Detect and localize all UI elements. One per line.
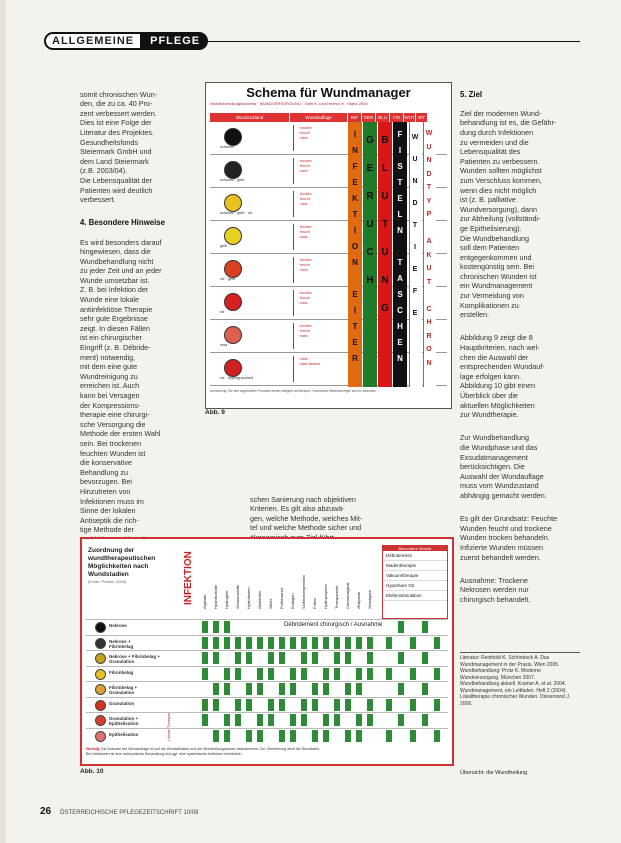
therapy-cell xyxy=(268,652,274,664)
page-footer xyxy=(40,806,199,817)
special-wound-item: Hyperbare O2 xyxy=(383,581,447,591)
therapy-cell xyxy=(268,714,274,726)
therapy-cell xyxy=(279,683,285,695)
therapy-cell xyxy=(334,668,340,680)
figure-10-footer-text-2: Bei Infektionen ist eine antiseptische Behandlung und ggf. eine systemische Antibiose erforderlich. xyxy=(86,752,243,756)
wound-color-swatch xyxy=(224,194,242,212)
wound-condition: · trocken · feucht · nass xyxy=(298,258,312,272)
therapy-cell xyxy=(235,714,241,726)
figure-9-header-cell: Wundzustand xyxy=(210,113,290,122)
therapy-cell xyxy=(279,699,285,711)
therapy-column-label: Silber xyxy=(268,598,273,609)
therapy-cell xyxy=(224,637,230,649)
therapy-column-label: Schaumstoffe xyxy=(235,584,240,609)
figure-9-header-cell: WUT xyxy=(404,115,415,120)
figure-9-caption: Abb. 9 xyxy=(205,409,225,416)
col1-heading: 4. Besondere Hinweise xyxy=(80,218,165,228)
therapy-cell xyxy=(224,668,230,680)
therapy-cell xyxy=(224,730,230,742)
therapy-cell xyxy=(312,652,318,664)
criteria-column-label: W U N D T I E F E xyxy=(411,134,419,317)
therapy-column-label: Salbenkompressen xyxy=(301,574,306,609)
therapy-cell xyxy=(246,730,252,742)
wound-stage-swatch xyxy=(95,684,106,695)
therapy-cell xyxy=(334,699,340,711)
wound-stage-row xyxy=(86,681,448,696)
wound-condition: · nass · stark blutend xyxy=(298,357,321,366)
figure-9-header-cell: INF xyxy=(348,113,362,122)
criteria-column-label: W U N D T Y P A K U T C H R O N xyxy=(425,130,433,367)
therapy-cell xyxy=(323,668,329,680)
therapy-cell xyxy=(312,699,318,711)
therapy-cell xyxy=(224,683,230,695)
scan-edge xyxy=(0,0,6,843)
therapy-cell xyxy=(257,668,263,680)
col3-paragraph-3: Zur Wundbehandlung die Wundphase und das Exsudatmanagement berücksichtigen. Die Auswahl der Wundauflage muss vom Wundzustand abhängig gemacht werden. xyxy=(460,433,547,500)
therapy-cell xyxy=(246,683,252,695)
therapy-cell xyxy=(257,683,263,695)
criteria-bar-label: B L U T U N G xyxy=(381,135,389,314)
therapy-cell xyxy=(312,683,318,695)
therapy-cell xyxy=(246,699,252,711)
wound-stage-row xyxy=(86,666,448,681)
arrow-line xyxy=(293,191,294,217)
special-therapy-cell xyxy=(422,652,428,664)
therapy-cell xyxy=(367,637,373,649)
therapy-cell xyxy=(312,730,318,742)
therapy-column-label: Folien xyxy=(312,598,317,609)
wound-stage-swatch xyxy=(95,731,106,742)
therapy-cell xyxy=(345,652,351,664)
wound-stage-name: Epithelisation xyxy=(109,731,139,737)
special-therapy-cell xyxy=(386,637,392,649)
figure-10-therapy-matrix xyxy=(80,537,454,766)
figure-10-side-label: Lokale Therapie xyxy=(166,712,171,741)
col1-paragraph-2: Es wird besonders darauf hingewiesen, dass die Wundbehandlung nicht zu jeder Zeit und an jeder Wunde umsetzbar ist. Z. B. bei Infektion der Wunde eine lokale antiinfektiöse Therapie sehr gute Ergebnisse zeigt. In diesen Fällen ist ein chirurgischer Eingriff (z. B. Débride- ment) notwendig, mit dem eine gute Wundreinigung zu erreichen ist. Auch kann bei Versagen der Kompressions- therapie eine chirurgi- sche Versorgung die Methode der ersten Wahl sein. Bei trockenen feuchten Wunden ist die konservative Behandlung zu bevorzugen. Bei Hinzutreten von Infektionen muss im Sinne der lokalen Antiseptik die rich- tige Methode der xyxy=(80,237,162,535)
therapy-cell xyxy=(334,637,340,649)
wound-label: rot · gelb xyxy=(220,277,235,281)
therapy-column-label: Zinkpaste xyxy=(356,591,361,609)
header-category: ALLGEMEINE xyxy=(44,32,142,50)
therapy-cell xyxy=(213,637,219,649)
therapy-cell xyxy=(213,621,219,633)
note-source: Übersicht: die Wundheilung xyxy=(460,770,528,776)
header-rule xyxy=(200,41,580,42)
figure-10-subtitle: (Ecker, Polster, 2005) xyxy=(88,579,127,584)
special-wounds-list xyxy=(383,551,447,601)
wound-stage-row xyxy=(86,635,448,650)
therapy-cell xyxy=(279,730,285,742)
therapy-cell xyxy=(367,668,373,680)
figure-9-header-cell: WT xyxy=(416,113,428,122)
therapy-column-label: Calciumalginat xyxy=(345,582,350,609)
wound-condition: · trocken · feucht · nass xyxy=(298,291,312,305)
figure-9-header-cell: GER xyxy=(362,113,376,122)
therapy-column-label: Transparente xyxy=(334,585,339,609)
figure-10-footer-bold: Wichtig: xyxy=(86,747,101,751)
therapy-cell xyxy=(323,714,329,726)
wound-stage-swatch xyxy=(95,700,106,711)
wound-stage-name: Nekrose + Fibrinbelag + Granulation xyxy=(109,654,161,664)
special-therapy-cell xyxy=(434,668,440,680)
wound-condition: · trocken · feucht · nass xyxy=(298,324,312,338)
therapy-cell xyxy=(345,699,351,711)
wound-stage-name: Nekrose xyxy=(109,623,127,628)
therapy-cell xyxy=(323,730,329,742)
special-wound-item: Elektrostimulation xyxy=(383,591,447,601)
therapy-cell xyxy=(257,730,263,742)
figure-9-header-cell: BLU xyxy=(376,113,390,122)
therapy-cell xyxy=(213,652,219,664)
col2-paragraph: schen Sanierung nach objektiven Kriterien. Es gilt also abzuwä- gen, welche Methode, welches Mit- tel und welche Methode sicher und xyxy=(250,494,363,533)
wound-label: gelb xyxy=(220,244,228,248)
wound-stage-row xyxy=(86,728,448,743)
figure-10-footer-text: Die Auswahl der Wundauflage ist auf die Wundsituation und die Wundheilungsphase abzustimmen. Zur Orientierung dient die Wundfarbe. xyxy=(101,747,321,751)
therapy-cell xyxy=(301,668,307,680)
special-wound-item: Vakuumtherapie xyxy=(383,571,447,581)
therapy-cell xyxy=(235,652,241,664)
wound-label: schwarz · gelb · rot xyxy=(220,211,253,215)
therapy-column-label: Alginate xyxy=(202,594,207,609)
page-number: 26 xyxy=(40,806,52,817)
special-therapy-cell xyxy=(386,699,392,711)
special-therapy-cell xyxy=(422,714,428,726)
special-therapy-cell xyxy=(434,730,440,742)
therapy-cell xyxy=(279,637,285,649)
therapy-cell xyxy=(224,714,230,726)
special-therapy-cell xyxy=(398,714,404,726)
therapy-cell xyxy=(334,652,340,664)
therapy-cell xyxy=(301,637,307,649)
therapy-cell xyxy=(345,637,351,649)
therapy-cell xyxy=(268,668,274,680)
therapy-cell xyxy=(257,637,263,649)
special-therapy-cell xyxy=(398,683,404,695)
therapy-cell xyxy=(235,699,241,711)
therapy-cell xyxy=(356,730,362,742)
therapy-cell xyxy=(301,652,307,664)
therapy-cell xyxy=(202,621,208,633)
therapy-cell xyxy=(312,637,318,649)
special-therapy-cell xyxy=(386,730,392,742)
special-therapy-cell xyxy=(410,668,416,680)
therapy-cell xyxy=(202,652,208,664)
arrow-line xyxy=(293,257,294,283)
special-therapy-cell xyxy=(434,637,440,649)
special-wounds-header: Besondere Wunde xyxy=(383,546,447,551)
wound-stage-swatch xyxy=(95,669,106,680)
therapy-cell xyxy=(279,652,285,664)
wound-condition: · trocken · feucht · nass xyxy=(298,225,312,239)
col3-paragraph-2: Abbildung 9 zeigt die 8 Hauptkriterien, nach wel- chen die Auswahl der entsprechenden Wundauf- lage erfolgen kann. Abbildung 10 gibt einen Überblick über die aktuellen Möglichkeiten zur Wundtherapie. xyxy=(460,333,545,420)
criteria-bar-label: G E R U C H xyxy=(366,135,374,286)
wound-label: schwarz · gelb xyxy=(220,178,245,182)
criteria-bar-label: F I S T E L N T A S C H E N xyxy=(397,130,403,363)
therapy-cell xyxy=(345,730,351,742)
therapy-cell xyxy=(367,652,373,664)
therapy-cell xyxy=(235,668,241,680)
wound-stage-name: Granulation + Epithelisation xyxy=(109,716,139,726)
figure-9-wound-scheme xyxy=(205,82,452,409)
wound-stage-row xyxy=(86,619,448,634)
wound-color-swatch xyxy=(224,128,242,146)
wound-color-swatch xyxy=(224,326,242,344)
therapy-cell xyxy=(213,730,219,742)
therapy-column-label: Wundgaze xyxy=(367,589,372,609)
figure-9-header-cell: Wundauflage xyxy=(290,113,348,122)
figure-9-column-headers xyxy=(210,113,428,122)
figure-10-footer xyxy=(86,747,448,757)
arrow-line xyxy=(293,290,294,316)
therapy-column-label: Hydrofasern xyxy=(246,587,251,609)
therapy-cell xyxy=(356,683,362,695)
wound-color-swatch xyxy=(224,359,242,377)
arrow-line xyxy=(293,224,294,250)
wound-stage-name: Granulation xyxy=(109,700,135,706)
therapy-cell xyxy=(202,699,208,711)
therapy-column-label: Hydrogele xyxy=(224,590,229,609)
wound-label: rot · hypergranuliert xyxy=(220,376,254,380)
journal-name: ÖSTERREICHISCHE PFLEGEZEITSCHRIFT 10/08 xyxy=(59,810,199,816)
literature-note xyxy=(460,652,580,707)
text-column-1 xyxy=(80,80,198,558)
special-therapy-cell xyxy=(398,652,404,664)
therapy-column-label: Aktivkohle xyxy=(257,590,262,609)
therapy-column-label: Hydropolymer xyxy=(323,584,328,609)
figure-10-caption: Abb. 10 xyxy=(80,768,104,775)
therapy-cell xyxy=(246,637,252,649)
wound-condition: · trocken · feucht · nass xyxy=(298,126,312,140)
wound-color-swatch xyxy=(224,260,242,278)
special-therapy-cell xyxy=(422,683,428,695)
wound-stage-row xyxy=(86,712,448,727)
therapy-cell xyxy=(290,683,296,695)
wound-label: schwarz xyxy=(220,145,234,149)
special-wound-item: Débridement xyxy=(383,551,447,561)
therapy-cell xyxy=(268,637,274,649)
therapy-cell xyxy=(202,668,208,680)
therapy-cell xyxy=(257,714,263,726)
col3-paragraph-5: Ausnahme: Trockene Nekrosen werden nur chirurgisch behandelt. xyxy=(460,575,531,604)
therapy-cell xyxy=(202,637,208,649)
wound-stage-swatch xyxy=(95,715,106,726)
therapy-cell xyxy=(268,699,274,711)
wound-stage-name: Fibrinbelag xyxy=(109,669,134,675)
arrow-line xyxy=(293,323,294,349)
wound-color-swatch xyxy=(224,227,242,245)
therapy-cell xyxy=(290,730,296,742)
criteria-bar-label: I N F E K T I O N E I T E R xyxy=(351,130,359,363)
text-column-3 xyxy=(460,80,582,618)
therapy-cell xyxy=(301,714,307,726)
therapy-cell xyxy=(235,637,241,649)
therapy-column-label: Polihexanid xyxy=(279,588,284,609)
section-header xyxy=(44,32,208,50)
therapy-cell xyxy=(323,683,329,695)
therapy-column-label: Kollagen xyxy=(290,593,295,609)
figure-9-header-cell: FIS xyxy=(390,113,404,122)
figure-10-band-label: Débridement chirurgisch / Ausnahme xyxy=(284,622,383,628)
therapy-cell xyxy=(334,714,340,726)
col1-paragraph-1: somit chronischen Wun- den, die zu ca. 40 Pro- zent verbessert werden. Dies ist eine Folge der Literatur des Projektes. Gesundheitsfonds Steiermark GmbH und dem Land Steiermark (z.B. 2003/04). Die Lebensqualität der Patienten wird deutlich verbessert. xyxy=(80,89,157,205)
therapy-cell xyxy=(213,683,219,695)
therapy-cell xyxy=(367,699,373,711)
wound-stage-swatch xyxy=(95,622,106,633)
special-therapy-cell xyxy=(410,637,416,649)
arrow-line xyxy=(293,125,294,151)
arrow-line xyxy=(293,356,294,382)
figure-10-infection-label: INFEKTION xyxy=(183,551,194,605)
wound-stage-row xyxy=(86,697,448,712)
special-therapy-cell xyxy=(410,699,416,711)
special-therapy-cell xyxy=(422,621,428,633)
therapy-cell xyxy=(345,683,351,695)
figure-9-title: Schema für Wundmanager xyxy=(246,85,411,100)
therapy-cell xyxy=(290,668,296,680)
figure-9-subtitle: Wundbeurteilungsschema · WUNDVERSORGUNG · Gerti K. und Helmut H., Stand 2004 xyxy=(210,101,368,106)
literature-text: Literatur: Reinhold K. Schönbeck A. Das Wundmanagement in der Praxis. Wien 2005. Wundbehandlung: Protz K. Moderne Wundversorgung. München 2007. Wundbehandlung aktuell. Kramer A. et al. 2004. Wundmanagement, ein Leitfaden. Heft 2 (2004). Lokaltherapie chronischer Wunden. Dissemond J. 2006. xyxy=(460,655,571,707)
figure-9-footnote: Anmerkung: Die hier angeführten Produkte dienen lediglich als Beispiel. Gesetzliche Bestimmungen sind zu beachten. xyxy=(210,389,377,393)
wound-condition: · trocken · feucht · nass xyxy=(298,159,312,173)
wound-stage-name: Fibrinbelag + Granulation xyxy=(109,685,138,695)
therapy-cell xyxy=(356,637,362,649)
wound-label: rot xyxy=(220,310,225,314)
wound-color-swatch xyxy=(224,293,242,311)
col3-heading: 5. Ziel xyxy=(460,89,483,99)
wound-label: rosa xyxy=(220,343,228,347)
wound-stage-swatch xyxy=(95,638,106,649)
therapy-column-label: Hydrokolloide xyxy=(213,584,218,609)
therapy-cell xyxy=(202,714,208,726)
therapy-cell xyxy=(367,714,373,726)
therapy-cell xyxy=(356,714,362,726)
figure-10-title: Zuordnung der wundtherapeutischen Möglichkeiten nach Wundstadien xyxy=(88,547,156,578)
therapy-cell xyxy=(356,668,362,680)
wound-condition: · trocken · feucht · nass xyxy=(298,192,312,206)
therapy-cell xyxy=(323,637,329,649)
therapy-cell xyxy=(246,652,252,664)
wound-stage-name: Nekrose + Fibrinbelag xyxy=(109,638,134,649)
col3-paragraph-4: Es gilt der Grundsatz: Feuchte Wunden feucht und trockene Wunden trocken behandeln. Infizierte Wunden müssen zuerst behandelt werden. xyxy=(460,514,558,562)
col3-paragraph-1: Ziel der modernen Wund- behandlung ist es, die Gefähr- dung durch Infektionen zu vermeiden und die Lebensqualität des Patienten zu verbessern. Wunden sollten möglichst zum Verschluss kommen, wenn dies nicht möglich ist (z. B. palliative Wundversorgung), dann zur Abheilung (vollständi- ge Epithelisierung). Die Wundbehandlung soll dem Patienten entgegenkommen und kostengünstig sein. Bei chronischen Wunden ist ein Wundmanagement zur Vermeidung von Komplikationen zu erstellen. xyxy=(460,108,557,320)
therapy-cell xyxy=(301,699,307,711)
wound-stage-row xyxy=(86,650,448,665)
wound-stage-swatch xyxy=(95,653,106,664)
therapy-cell xyxy=(213,699,219,711)
figure-10-special-wounds xyxy=(382,545,448,619)
special-therapy-cell xyxy=(398,621,404,633)
special-therapy-cell xyxy=(434,699,440,711)
therapy-cell xyxy=(224,621,230,633)
special-therapy-cell xyxy=(386,668,392,680)
arrow-line xyxy=(293,158,294,184)
wound-color-swatch xyxy=(224,161,242,179)
special-wound-item: Madentherapie xyxy=(383,561,447,571)
header-subcategory: PFLEGE xyxy=(142,32,208,50)
therapy-cell xyxy=(290,714,296,726)
special-therapy-cell xyxy=(410,730,416,742)
therapy-cell xyxy=(290,637,296,649)
